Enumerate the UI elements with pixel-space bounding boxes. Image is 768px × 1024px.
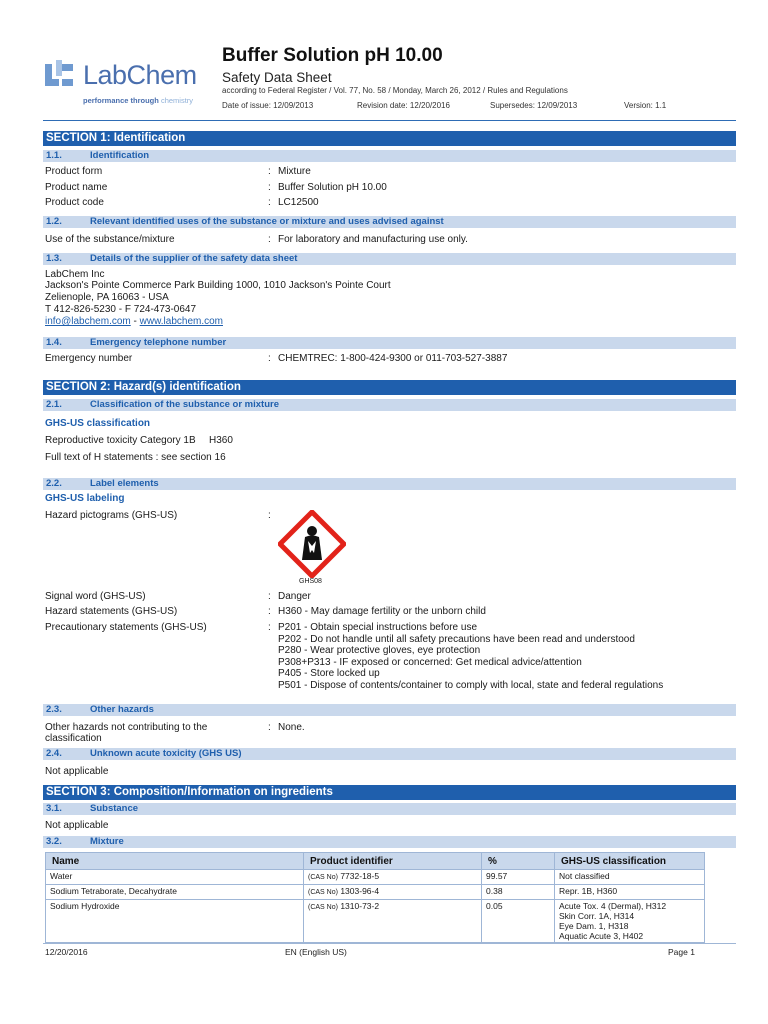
repro-hazard-code: H360 xyxy=(209,435,233,446)
ghs-classification: Repr. 1B, H360 xyxy=(555,885,705,900)
use-value: For laboratory and manufacturing use only. xyxy=(278,234,468,245)
unknown-toxicity-value: Not applicable xyxy=(45,766,109,777)
table-header-row xyxy=(46,853,705,870)
pictogram-caption: GHS08 xyxy=(299,578,322,585)
subsection-1-1: 1.1. Identification xyxy=(43,150,736,162)
ghs-classification: Not classified xyxy=(555,870,705,885)
regulation-reference: according to Federal Register / Vol. 77, No. 58 / Monday, March 26, 2012 / Rules and Regulations xyxy=(222,86,568,95)
subsection-3-1: 3.1. Substance xyxy=(43,803,736,815)
ghs-labeling-heading: GHS-US labeling xyxy=(45,493,125,504)
health-hazard-icon xyxy=(278,510,346,578)
section-2-header: SECTION 2: Hazard(s) identification xyxy=(43,380,736,395)
labchem-logo xyxy=(43,58,223,108)
supplier-address-2: Zelienople, PA 16063 - USA xyxy=(45,292,169,303)
ingredient-name: Sodium Tetraborate, Decahydrate xyxy=(46,885,304,900)
signal-word-value: Danger xyxy=(278,591,311,602)
column-header-ghs: GHS-US classification xyxy=(555,853,705,870)
precaution-item: P201 - Obtain special instructions before use xyxy=(278,622,477,633)
colon: : xyxy=(268,606,271,617)
ingredients-table xyxy=(45,852,705,943)
subsection-3-2: 3.2. Mixture xyxy=(43,836,736,848)
colon: : xyxy=(268,722,271,733)
product-form-value: Mixture xyxy=(278,166,311,177)
supplier-address-1: Jackson's Pointe Commerce Park Building 1000, 1010 Jackson's Pointe Court xyxy=(45,280,391,291)
hazard-statements-label: Hazard statements (GHS-US) xyxy=(45,606,178,617)
labchem-logo-icon xyxy=(43,60,75,90)
reproductive-toxicity: Reproductive toxicity Category 1B xyxy=(45,435,196,446)
supplier-phone: T 412-826-5230 - F 724-473-0647 xyxy=(45,304,197,315)
product-identifier: (CAS No) 1310-73-2 xyxy=(304,900,482,943)
ingredient-name: Sodium Hydroxide xyxy=(46,900,304,943)
colon: : xyxy=(268,234,271,245)
use-label: Use of the substance/mixture xyxy=(45,234,175,245)
colon: : xyxy=(268,591,271,602)
precautionary-label: Precautionary statements (GHS-US) xyxy=(45,622,207,633)
logo-wordmark: LabChem xyxy=(83,60,197,90)
subsection-2-1: 2.1. Classification of the substance or mixture xyxy=(43,399,736,411)
colon: : xyxy=(268,510,271,521)
precaution-item: P501 - Dispose of contents/container to comply with local, state and federal regulations xyxy=(278,679,664,691)
subsection-1-3: 1.3. Details of the supplier of the safety data sheet xyxy=(43,253,736,265)
table-row xyxy=(46,900,705,943)
table-row xyxy=(46,885,705,900)
footer-language: EN (English US) xyxy=(285,947,347,957)
precaution-item: P405 - Store locked up xyxy=(278,668,380,680)
other-hazards-label-line2: classification xyxy=(45,733,102,744)
pictograms-label: Hazard pictograms (GHS-US) xyxy=(45,510,178,521)
product-identifier: (CAS No) 7732-18-5 xyxy=(304,870,482,885)
date-of-issue: Date of issue: 12/09/2013 xyxy=(222,101,314,110)
ghs-classification: Acute Tox. 4 (Dermal), H312 Skin Corr. 1A, H314 Eye Dam. 1, H318 Aquatic Acute 3, H402 xyxy=(555,900,705,943)
other-hazards-value: None. xyxy=(278,722,305,733)
colon: : xyxy=(268,182,271,193)
footer-date: 12/20/2016 xyxy=(45,947,88,957)
logo-tagline: performance through chemistry xyxy=(83,96,194,105)
product-code-value: LC12500 xyxy=(278,197,319,208)
subsection-1-4: 1.4. Emergency telephone number xyxy=(43,337,736,349)
supersedes: Supersedes: 12/09/2013 xyxy=(490,101,578,110)
percent-value: 0.05 xyxy=(482,900,555,943)
ingredient-name: Water xyxy=(46,870,304,885)
precaution-item: P202 - Do not handle until all safety precautions have been read and understood xyxy=(278,633,635,645)
supplier-contacts: info@labchem.com - www.labchem.com xyxy=(45,316,223,327)
table-row xyxy=(46,870,705,885)
colon: : xyxy=(268,197,271,208)
column-header-percent: % xyxy=(482,853,555,870)
full-text-note: Full text of H statements : see section 16 xyxy=(45,452,226,463)
document-title: Buffer Solution pH 10.00 xyxy=(222,45,443,66)
revision-date: Revision date: 12/20/2016 xyxy=(357,101,450,110)
other-hazards-label-line1: Other hazards not contributing to the xyxy=(45,722,208,733)
percent-value: 0.38 xyxy=(482,885,555,900)
version: Version: 1.1 xyxy=(624,101,667,110)
subsection-2-2: 2.2. Label elements xyxy=(43,478,736,490)
product-code-label: Product code xyxy=(45,197,104,208)
product-name-label: Product name xyxy=(45,182,108,193)
product-identifier: (CAS No) 1303-96-4 xyxy=(304,885,482,900)
footer-divider xyxy=(43,943,736,944)
colon: : xyxy=(268,166,271,177)
signal-word-label: Signal word (GHS-US) xyxy=(45,591,146,602)
percent-value: 99.57 xyxy=(482,870,555,885)
section-3-header: SECTION 3: Composition/Information on ingredients xyxy=(43,785,736,800)
precaution-item: P308+P313 - IF exposed or concerned: Get medical advice/attention xyxy=(278,656,582,668)
hazard-statements-value: H360 - May damage fertility or the unborn child xyxy=(278,606,486,617)
email-link[interactable]: info@labchem.com xyxy=(45,316,131,327)
subsection-1-2: 1.2. Relevant identified uses of the substance or mixture and uses advised against xyxy=(43,216,736,228)
substance-value: Not applicable xyxy=(45,820,109,831)
precautionary-list xyxy=(278,622,663,692)
header-divider xyxy=(43,120,736,121)
column-header-identifier: Product identifier xyxy=(304,853,482,870)
subsection-2-3: 2.3. Other hazards xyxy=(43,704,736,716)
subsection-2-4: 2.4. Unknown acute toxicity (GHS US) xyxy=(43,748,736,760)
colon: : xyxy=(268,353,271,364)
precaution-item: P280 - Wear protective gloves, eye protection xyxy=(278,645,481,657)
product-name-value: Buffer Solution pH 10.00 xyxy=(278,182,387,193)
column-header-name: Name xyxy=(46,853,304,870)
emergency-value: CHEMTREC: 1-800-424-9300 or 011-703-527-3887 xyxy=(278,353,508,364)
colon: : xyxy=(268,622,271,633)
ghs-classification-heading: GHS-US classification xyxy=(45,418,151,429)
section-1-header: SECTION 1: Identification xyxy=(43,131,736,146)
product-form-label: Product form xyxy=(45,166,103,177)
document-subtitle: Safety Data Sheet xyxy=(222,70,332,85)
website-link[interactable]: www.labchem.com xyxy=(139,316,223,327)
footer-page: Page 1 xyxy=(668,947,695,957)
emergency-label: Emergency number xyxy=(45,353,133,364)
supplier-name: LabChem Inc xyxy=(45,269,105,280)
